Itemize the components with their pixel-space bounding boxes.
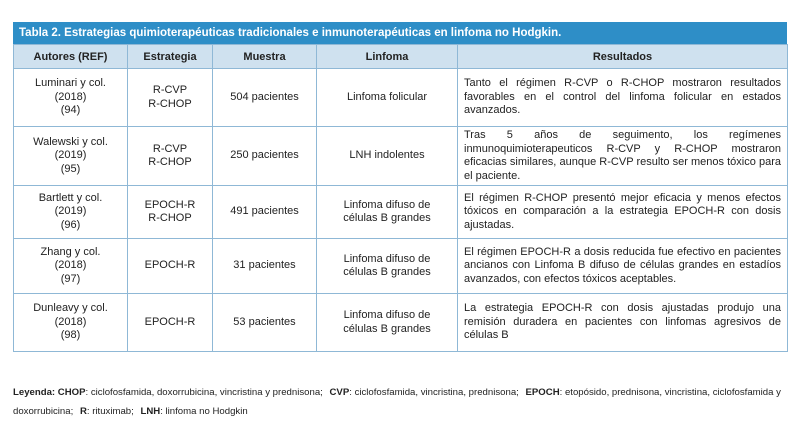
lymphoma-line: Linfoma difuso de (343, 309, 431, 321)
legend-text: etopósido, prednisona, vincristina, ciclofosfamida y doxorrubicina; (13, 387, 781, 417)
header-row (14, 45, 788, 69)
table-row (14, 186, 788, 239)
author-ref: (94) (60, 104, 81, 117)
legend-label: Leyenda: (13, 387, 56, 398)
cell-results: Tras 5 años de seguimento, los regímenes inmunoquimioterapeuticos R-CVP y R-CHOP mostraron eficacias similares, aunque R-CVP resulto ser menos tóxico para el paciente. (458, 127, 788, 186)
strategy-line: R-CVP (152, 84, 188, 96)
cell-results: La estrategia EPOCH-R con dosis ajustadas produjo una remisión duradera en pacientes con linfomas agresivos de células B (458, 294, 788, 352)
legend: Leyenda: CHOP: ciclofosfamida, doxorrubicina, vincristina y prednisona; CVP: ciclofosfamida, vincristina, prednisona; EPOCH: etopósido, prednisona, vincristina, ciclofosfamida y doxorrubicina; R: rituximab; LNH: linfoma no Hodgkin (13, 387, 781, 417)
table-row (14, 127, 788, 186)
cell-authors (14, 239, 128, 294)
lymphoma-line: Linfoma difuso de (343, 198, 431, 211)
lymphoma-line: células B grandes (343, 212, 431, 224)
table-row (14, 294, 788, 352)
header-sample: Muestra (213, 45, 317, 69)
legend-text: ciclofosfamida, vincristina, prednisona; (354, 387, 519, 398)
cell-lymphoma (317, 69, 458, 127)
header-authors: Autores (REF) (14, 45, 128, 69)
table-container (13, 22, 787, 352)
strategy-line: R-CVP (152, 142, 188, 155)
header-strategy: Estrategia (128, 45, 213, 69)
cell-sample: 53 pacientes (213, 294, 317, 352)
strategy-line: EPOCH-R (144, 315, 196, 328)
table-row (14, 69, 788, 127)
author-name: Bartlett y col. (38, 191, 103, 204)
legend-text: linfoma no Hodgkin (165, 406, 248, 417)
table-row (14, 239, 788, 294)
lymphoma-line: Linfoma difuso de (343, 252, 431, 265)
cell-lymphoma (317, 294, 458, 352)
strategy-line: EPOCH-R (144, 259, 196, 272)
strategy-line: R-CHOP (148, 156, 192, 168)
lymphoma-line: Linfoma folicular (346, 90, 428, 103)
strategy-line: R-CHOP (148, 97, 192, 110)
author-year: (2018) (54, 90, 87, 103)
author-year: (2018) (54, 315, 87, 328)
cell-strategy (128, 186, 213, 239)
legend-abbr: CVP (329, 387, 350, 398)
header-results: Resultados (458, 45, 788, 69)
cell-sample: 250 pacientes (213, 127, 317, 186)
lymphoma-line: LNH indolentes (349, 149, 425, 162)
author-year: (2018) (54, 259, 87, 272)
cell-lymphoma (317, 127, 458, 186)
cell-sample: 31 pacientes (213, 239, 317, 294)
cell-lymphoma (317, 239, 458, 294)
header-lymphoma: Linfoma (317, 45, 458, 69)
cell-strategy (128, 239, 213, 294)
cell-authors (14, 69, 128, 127)
legend-abbr: LNH (140, 406, 161, 417)
cell-strategy (128, 294, 213, 352)
cell-authors (14, 186, 128, 239)
lymphoma-line: células B grandes (343, 266, 431, 278)
cell-results: El régimen EPOCH-R a dosis reducida fue efectivo en pacientes ancianos con Linfoma B difuso de células grandes en estadíos avanzados, con efectos tóxicos aceptables. (458, 239, 788, 294)
legend-abbr: CHOP (57, 387, 86, 398)
strategy-line: EPOCH-R (144, 198, 196, 211)
legend-text: ciclofosfamida, doxorrubicina, vincristina y prednisona; (90, 387, 323, 398)
author-name: Zhang y col. (40, 245, 101, 258)
strategies-table (13, 44, 788, 352)
cell-lymphoma (317, 186, 458, 239)
table-title: Tabla 2. Estrategias quimioterapéuticas tradicionales e inmunoterapéuticas en linfoma no Hodgkin. (13, 22, 787, 44)
cell-authors (14, 127, 128, 186)
author-name: Dunleavy y col. (33, 302, 108, 315)
author-ref: (97) (60, 272, 81, 285)
cell-sample: 504 pacientes (213, 69, 317, 127)
author-name: Walewski y col. (33, 135, 108, 148)
legend-abbr: EPOCH (525, 387, 560, 398)
legend-abbr: R (79, 406, 87, 417)
author-ref: (95) (60, 162, 81, 175)
strategy-line: R-CHOP (148, 212, 192, 224)
lymphoma-line: células B grandes (343, 322, 431, 335)
cell-authors (14, 294, 128, 352)
cell-strategy (128, 127, 213, 186)
cell-results: Tanto el régimen R-CVP o R-CHOP mostraron resultados favorables en el control del linfoma folicular en estados avanzados. (458, 69, 788, 127)
author-year: (2019) (54, 205, 87, 218)
author-ref: (98) (60, 329, 81, 342)
author-year: (2019) (54, 149, 87, 162)
author-name: Luminari y col. (35, 77, 106, 90)
author-ref: (96) (60, 218, 81, 231)
cell-strategy (128, 69, 213, 127)
legend-text: rituximab; (92, 406, 134, 417)
cell-sample: 491 pacientes (213, 186, 317, 239)
cell-results: El régimen R-CHOP presentó mejor eficacia y menos efectos tóxicos en comparación a la estrategia EPOCH-R con dosis ajustadas. (458, 186, 788, 239)
